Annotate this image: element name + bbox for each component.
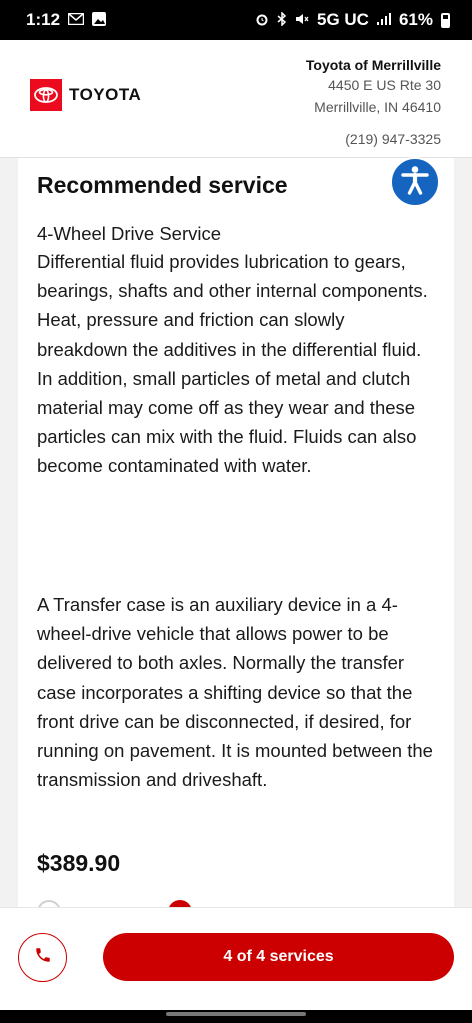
services-count-button[interactable]: 4 of 4 services — [103, 933, 454, 981]
service-price: $389.90 — [37, 850, 121, 876]
mute-icon — [295, 12, 309, 29]
status-left — [26, 10, 106, 30]
toyota-emblem-icon — [30, 79, 62, 111]
toyota-logo[interactable] — [30, 79, 141, 111]
dealer-address-line1: 4450 E US Rte 30 — [328, 77, 441, 93]
network-label: 5G UC — [317, 10, 369, 29]
status-bar — [0, 0, 472, 40]
signal-icon — [377, 12, 391, 28]
battery-percent: 61% — [398, 10, 433, 29]
bottom-action-bar — [0, 907, 472, 1010]
service-description-2: A Transfer case is an auxiliary device in a 4-wheel-drive vehicle that allows power to be delivered to both axles. Normally the transfer case incorporates a shifting device so that the front drive can be disconnected, if desired, for running on pavement. It is mounted between the transmission and driveshaft. — [37, 594, 433, 791]
alarm-icon — [255, 12, 269, 29]
gmail-icon — [68, 12, 84, 28]
service-card — [18, 158, 454, 918]
dealer-info — [306, 56, 441, 148]
status-right — [255, 10, 450, 30]
service-description-1: Differential fluid provides lubrication to gears, bearings, shafts and other internal components. Heat, pressure and friction can slowly breakdown the additives in the differential fluid. In addition, small particles of metal and clutch material may come off as they wear and these particles can mix with the fluid. Fluids can also become contaminated with water. — [37, 251, 428, 477]
home-handle[interactable] — [166, 1012, 306, 1016]
accessibility-button[interactable] — [390, 157, 440, 207]
section-title: Recommended service — [37, 172, 288, 198]
bluetooth-icon — [277, 12, 287, 29]
battery-icon — [441, 13, 450, 28]
call-button[interactable] — [18, 933, 67, 982]
dealer-phone[interactable]: (219) 947-3325 — [345, 131, 441, 147]
dealer-header — [0, 40, 472, 158]
gallery-icon — [92, 12, 106, 29]
service-name: 4-Wheel Drive Service — [37, 223, 222, 244]
dealer-address-line2: Merrillville, IN 46410 — [314, 99, 441, 115]
status-time: 1:12 — [26, 10, 61, 29]
brand-name: TOYOTA — [69, 85, 142, 104]
dealer-name: Toyota of Merrillville — [305, 57, 441, 73]
system-nav-bar — [0, 1010, 472, 1023]
phone-icon — [34, 946, 52, 969]
accessibility-icon — [398, 163, 432, 202]
